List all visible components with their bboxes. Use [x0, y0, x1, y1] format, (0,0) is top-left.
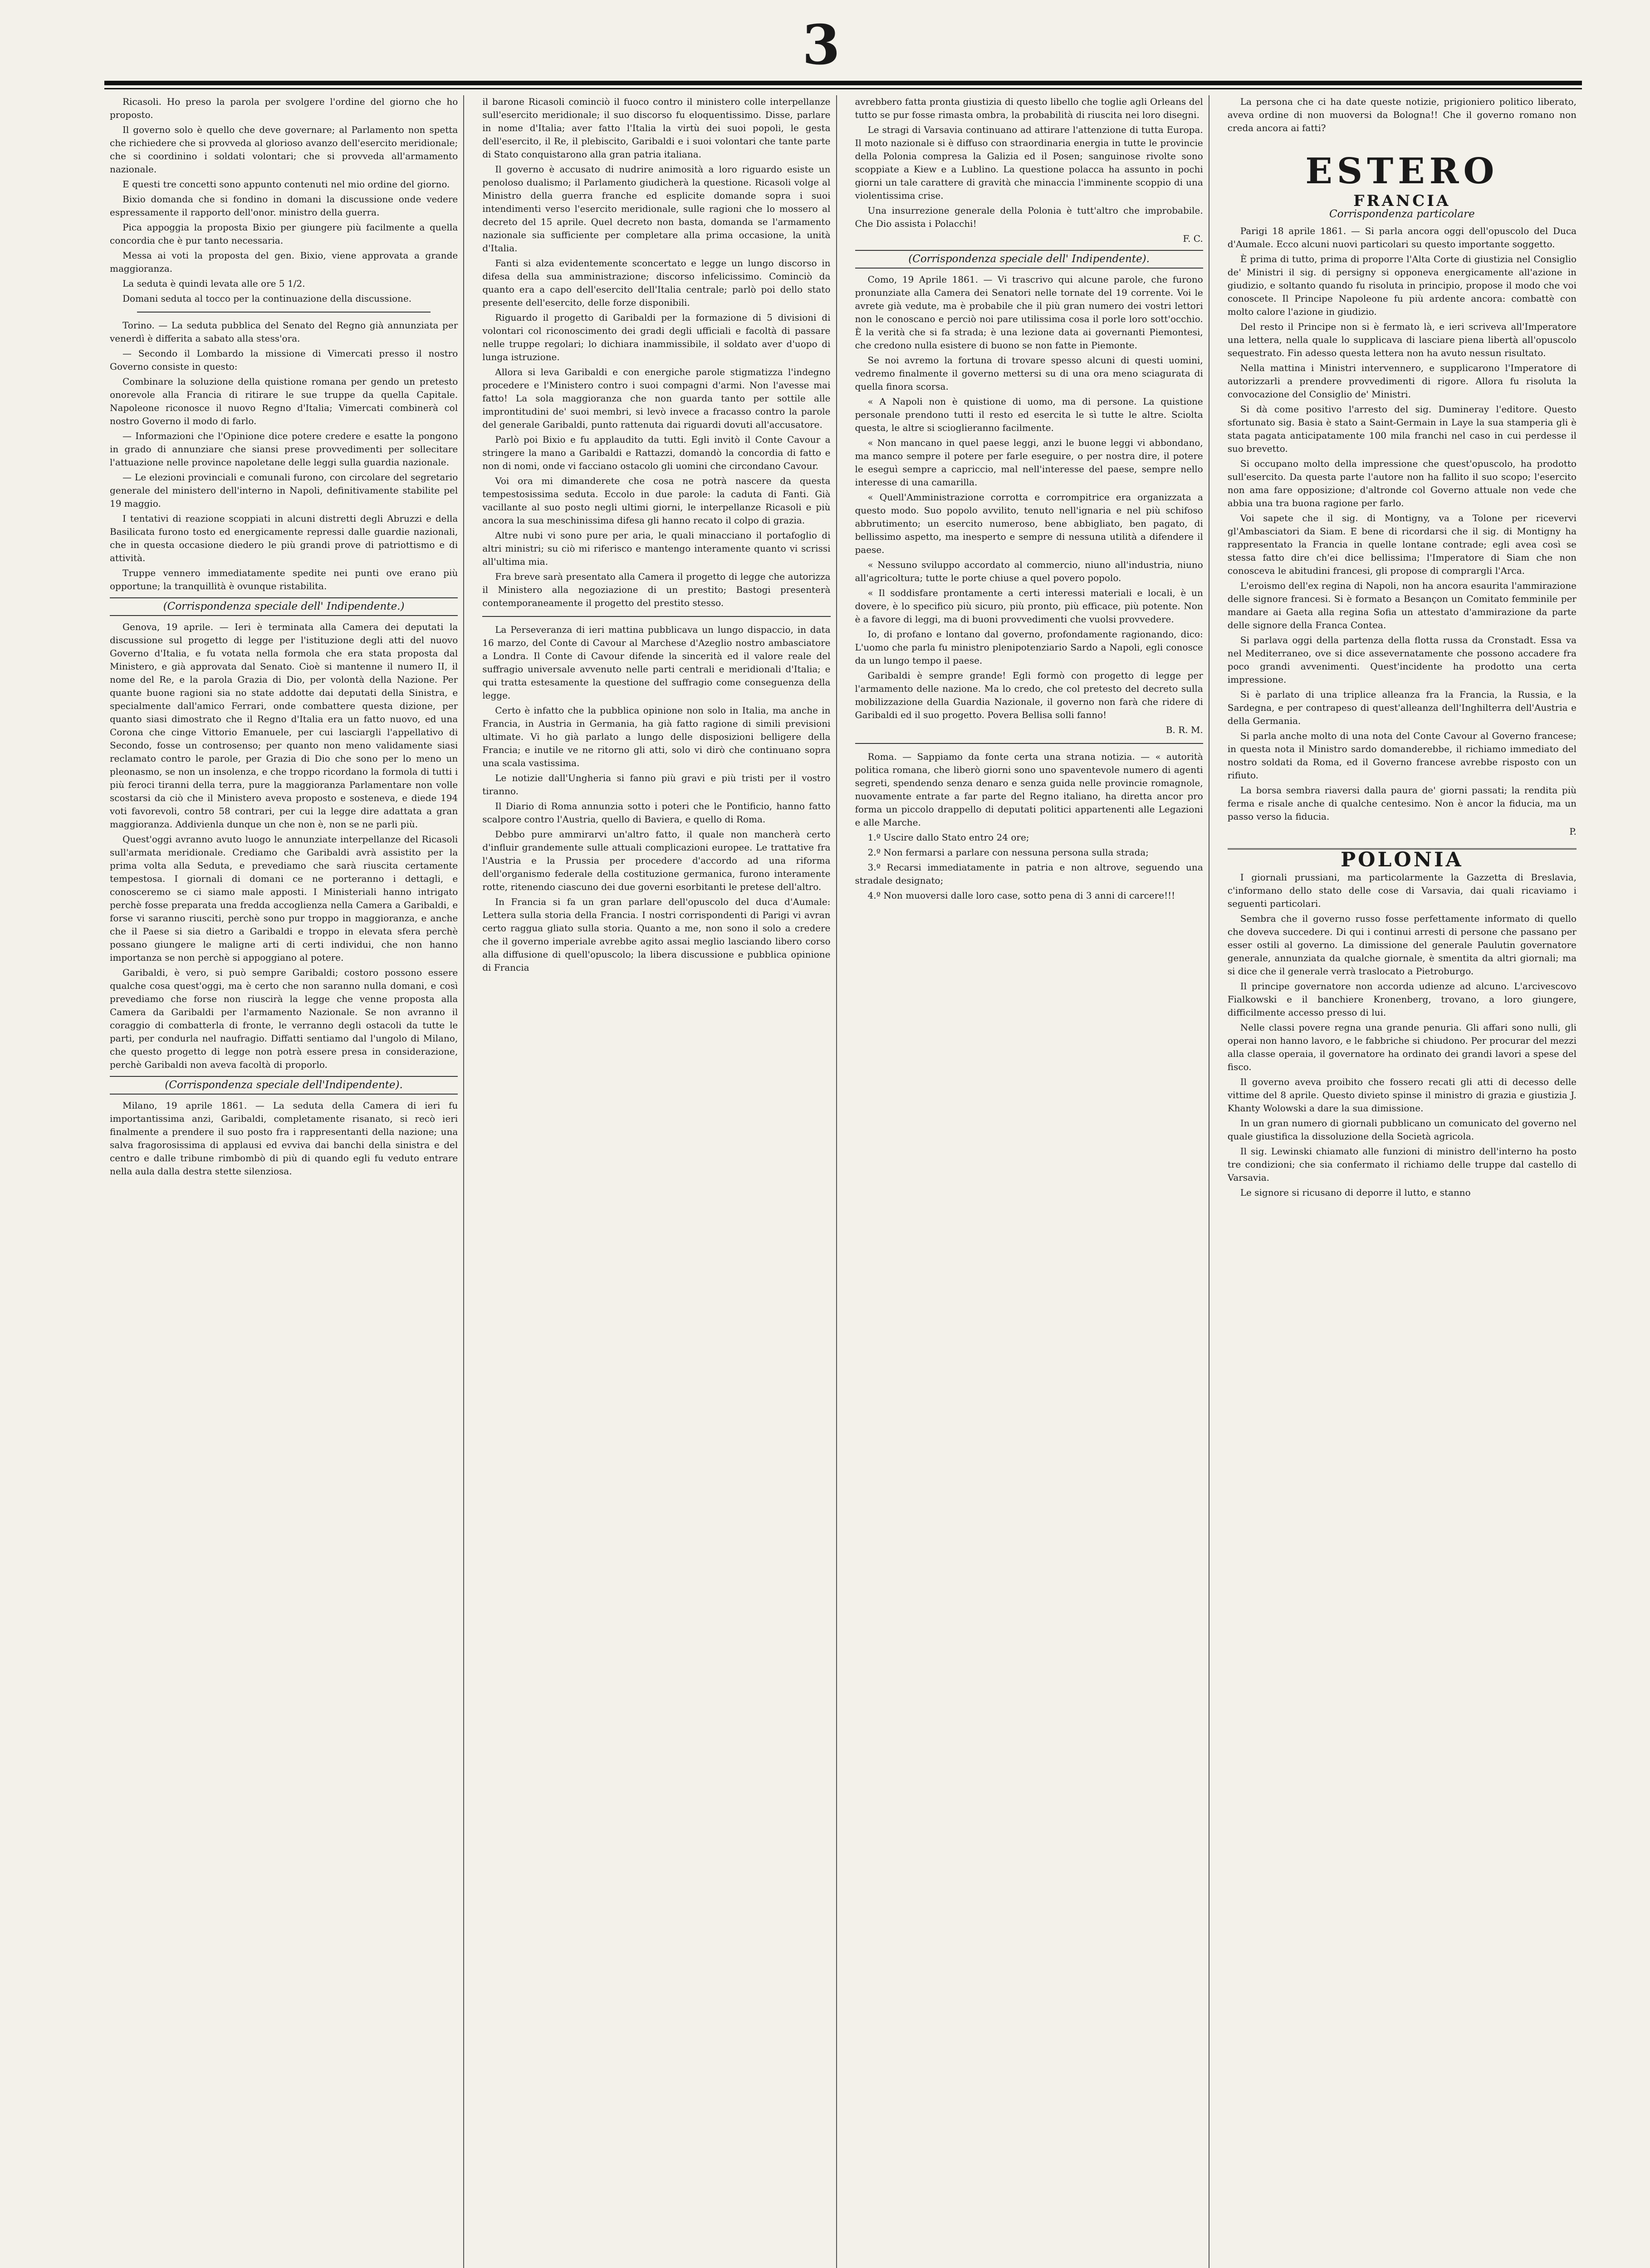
column-2	[477, 95, 837, 2268]
paragraph: In Francia si fa un gran parlare dell'opuscolo del duca d'Aumale: Lettera sulla storia della Francia. I nostri corrispondenti di Parigi vi avran certo raggua gliato sulla storia. Quanto a me, non sono il solo a credere che il governo imperiale avrebbe agito assai meglio lasciando libero corso alla diffusione di quell'opuscolo; la libera discussione e pubblica opinione di Francia	[482, 896, 831, 973]
paragraph: Le signore si ricusano di deporre il lutto, e stanno	[1240, 1187, 1471, 1198]
paragraph: Si parlava oggi della partenza della flotta russa da Cronstadt. Essa va nel Mediterraneo, ove si dice assevernatamente che possono accadere fra poco grandi avvenimenti. Quest'incidente ha prodotto una certa impressione.	[1227, 635, 1577, 685]
list-item: 4.º Non muoversi dalle loro case, sotto pena di 3 anni di carcere!!!	[867, 890, 1175, 901]
paragraph: Pica appoggia la proposta Bixio per giungere più facilmente a quella concordia che è pur tanto necessaria.	[110, 222, 458, 246]
dateline-torino: Torino. — La seduta pubblica del Senato del Regno già annunziata per venerdì è differita a sabato alla stess'ora.	[110, 320, 458, 344]
section-title-francia: FRANCIA	[1353, 192, 1451, 210]
paragraph: Io, di profano e lontano dal governo, profondamente ragionando, dico: L'uomo che parla fu ministro plenipotenziario Sardo a Napoli, egli conosce da un lungo tempo il paese.	[855, 629, 1203, 666]
paragraph: I giornali prussiani, ma particolarmente la Gazzetta di Breslavia, c'informano dello stato delle cose di Varsavia, dai quali ricaviamo i seguenti particolari.	[1227, 872, 1577, 909]
paragraph: Voi sapete che il sig. di Montigny, va a Tolone per ricevervi gl'Ambasciatori da Siam. E bene di ricordarsi che il sig. di Montigny ha rappresentato la Francia in quelle lontane contrade; egli avea così se stessa fatto dire ch'ei dice bellissima; l'Imperatore di Siam che non conosceva le abitudini francesi, gli propose di comprargli l'Arca.	[1227, 513, 1577, 576]
paragraph: L'eroismo dell'ex regina di Napoli, non ha ancora esaurita l'ammirazione delle signore francesi. Si è formato a Besançon un Comitato femminile per mandare ai Gaeta alla regina Sofia un attestato d'ammirazione da parte delle signore della Franca Contea.	[1227, 580, 1577, 631]
section-divider	[855, 743, 1203, 744]
paragraph: Si è parlato di una triplice alleanza fra la Francia, la Russia, e la Sardegna, e per contrapeso di quest'alleanza dell'Inghilterra dell'Austria e della Germania.	[1227, 689, 1577, 726]
column-4	[1222, 95, 1582, 2268]
paragraph: Fra breve sarà presentato alla Camera il progetto di legge che autorizza il Ministero alla negoziazione di un prestito; Bastogi presenterà contemporaneamente il progetto del prestito stesso.	[482, 571, 831, 608]
paragraph: Nelle classi povere regna una grande penuria. Gli affari sono nulli, gli operai non hanno lavoro, e le fabbriche si chiudono. Per procurar del mezzi alla classe operaia, il governatore ha ordinato dei grandi lavori a spese del fisco.	[1227, 1022, 1577, 1072]
paragraph: avrebbero fatta pronta giustizia di questo libello che toglie agli Orleans del tutto se pur fosse rimasta ombra, la probabilità di riuscita nei loro disegni.	[855, 96, 1203, 120]
paragraph: Combinare la soluzione della quistione romana per gendo un pretesto onorevole alla Francia di ritirare le sue truppe da quella Capitale. Napoleone riconosce il nuovo Regno d'Italia; Vimercati combinerà col nostro Governo il modo di farlo.	[110, 376, 458, 426]
paragraph: Si parla anche molto di una nota del Conte Cavour al Governo francese; in questa nota il Ministro sardo domanderebbe, il richiamo immediato del nostro soldati da Roma, ed il Governo francese avrebbe risposto con un rifiuto.	[1227, 730, 1577, 781]
paragraph: Altre nubi vi sono pure per aria, le quali minacciano il portafoglio di altri ministri; su ciò mi riferisco e mantengo interamente quanto vi scrissi all'ultima mia.	[482, 530, 831, 567]
dateline-como: Como, 19 Aprile 1861. — Vi trascrivo qui alcune parole, che furono pronunziate alla Camera dei Senatori nelle tornate del 19 corrente. Voi le avrete già vedute, ma è probabile che il più gran numero dei vostri lettori non le conoscano e perciò noi pare utilissima cosa il porle loro sott'occhio. È la verità che si fa strada; è una lezione data ai governanti Piemontesi, che credono nulla esistere di buono se non fatte in Piemonte.	[855, 274, 1203, 351]
paragraph: Bixio domanda che si fondino in domani la discussione onde vedere espressamente il rapporto dell'onor. ministro della guerra.	[110, 194, 458, 218]
paragraph: « A Napoli non è quistione di uomo, ma di persone. La quistione personale prendono tutti il resto ed esercita le sì tutte le altre. Sciolta questa, le altre si scioglieranno facilmente.	[855, 396, 1203, 433]
paragraph: « Il soddisfare prontamente a certi interessi materiali e locali, è un dovere, è lo specifico più sicuro, più pronto, più efficace, più potente. Non è a favore di leggi, ma di buoni provvedimenti che vuolsi provvedere.	[855, 587, 1203, 625]
section-divider	[137, 312, 431, 313]
paragraph: Del resto il Principe non si è fermato là, e ieri scriveva all'Imperatore una lettera, nella quale lo supplicava di lasciare piena libertà all'opuscolo sequestrato. Fin adesso questa lettera non ha avuto nessun risultato.	[1227, 321, 1577, 358]
paragraph: La Perseveranza di ieri mattina pubblicava un lungo dispaccio, in data 16 marzo, del Conte di Cavour al Marchese d'Azeglio nostro ambasciatore a Londra. Il Conte di Cavour difende la sincerità ed il valore reale del suffragio universale avvenuto nelle parti centrali e meridionali d'Italia; e qui tratta estesamente la questione del suffragio come conseguenza della legge.	[482, 624, 831, 701]
section-title-polonia: POLONIA	[1228, 848, 1577, 866]
paragraph: Una insurrezione generale della Polonia è tutt'altro che improbabile. Che Dio assista i Polacchi!	[855, 205, 1203, 229]
newspaper-columns	[104, 95, 1582, 2268]
correspondence-heading: (Corrispondenza speciale dell' Indipendente).	[855, 250, 1203, 269]
paragraph: I tentativi di reazione scoppiati in alcuni distretti degli Abruzzi e della Basilicata furono tosto ed energicamente repressi dalle guardie nazionali, che in questa occasione diedero le più grandi prove di patriottismo e di attività.	[110, 513, 458, 563]
paragraph: Le notizie dall'Ungheria si fanno più gravi e più tristi per il vostro tiranno.	[482, 772, 831, 797]
paragraph: In un gran numero di giornali pubblicano un comunicato del governo nel quale giustifica la dissoluzione della Società agricola.	[1227, 1118, 1577, 1142]
paragraph: E questi tre concetti sono appunto contenuti nel mio ordine del giorno.	[122, 179, 450, 190]
paragraph: Ricasoli. Ho preso la parola per svolgere l'ordine del giorno che ho proposto.	[110, 96, 458, 120]
paragraph: È prima di tutto, prima di proporre l'Alta Corte di giustizia nel Consiglio de' Ministri il sig. di persigny si opponeva energicamente all'azione in giudizio, e soltanto quando fu risoluta in principio, propose il modo che voi conoscete. Il Principe Napoleone fu più ardente ancora: combattè con molto calore l'azione in giudizio.	[1227, 254, 1577, 317]
paragraph: Si occupano molto della impressione che quest'opuscolo, ha prodotto sull'esercito. Da questa parte l'autore non ha fallito il suo scopo; l'esercito non ama fare opposizione; d'altronde col Governo attuale non vede che abbia una tra buona ragione per farlo.	[1227, 458, 1577, 508]
paragraph: Quest'oggi avranno avuto luogo le annunziate interpellanze del Ricasoli sull'armata meridionale. Crediamo che Garibaldi avrà assistito per la prima volta alla Seduta, e prevediamo che sarà riuscita certamente tempestosa. I giornali di domani ce ne porteranno i dettagli, e conosceremo se ci siamo male apposti. I Ministeriali hanno intrigato perchè fosse preparata una fredda accoglienza nella Camera a Garibaldi, e forse vi saranno riusciti, perchè sono pur troppo in maggioranza, e anche che il Paese si sia dietro a Garibaldi e troppo in elevata sfera perchè possano giungere le maligne arti di certi individui, che non hanno importanza se non perchè si appoggiano al potere.	[110, 834, 458, 963]
correspondence-heading: (Corrispondenza speciale dell' Indipendente.)	[110, 597, 458, 616]
paragraph: Voi ora mi dimanderete che cosa ne potrà nascere da questa tempestosissima seduta. Eccolo in due parole: la caduta di Fanti. Già vacillante al suo posto negli ultimi giorni, le interpellanze Ricasoli e più ancora la sua meschinissima difesa gli hanno recato il colpo di grazia.	[482, 475, 831, 526]
paragraph: Certo è infatto che la pubblica opinione non solo in Italia, ma anche in Francia, in Austria in Germania, ha già fatto ragione di simili previsioni ultimate. Vi ho già parlato a lungo delle disposizioni belligere della Francia; e inutile ve ne ritorno gli atti, solo vi dirò che continuano sopra una scala vastissima.	[482, 705, 831, 768]
paragraph: — Secondo il Lombardo la missione di Vimercati presso il nostro Governo consiste in questo:	[110, 348, 458, 372]
list-item: 1.º Uscire dallo Stato entro 24 ore;	[867, 832, 1029, 843]
correspondence-heading: Corrispondenza particolare	[1329, 208, 1475, 220]
list-item: 2.º Non fermarsi a parlare con nessuna persona sulla strada;	[867, 847, 1149, 858]
paragraph: Il governo solo è quello che deve governare; al Parlamento non spetta che richiedere che si provveda al glorioso avanzo dell'esercito meridionale; che si coordinino i soldati volontari; che si provveda all'armamento nazionale.	[110, 124, 458, 175]
paragraph: Il governo aveva proibito che fossero recati gli atti di decesso delle vittime del 8 aprile. Questo divieto spinse il ministro di grazia e giustizia J. Khanty Wolowski a dare la sua dimissione.	[1227, 1076, 1577, 1114]
paragraph: Messa ai voti la proposta del gen. Bixio, viene approvata a grande maggioranza.	[110, 250, 458, 274]
signature: F. C.	[1183, 233, 1203, 244]
paragraph: « Non mancano in quel paese leggi, anzi le buone leggi vi abbondano, ma manco sempre il potere per farle eseguire, o per nostra dire, il potere le eseguì sempre a capriccio, mal nell'interesse del paese, sempre nello interesse di una camarilla.	[855, 437, 1203, 488]
dateline-roma: Roma. — Sappiamo da fonte certa una strana notizia. — « autorità politica romana, che liberò giorni sono uno spaventevole numero di agenti segreti, spendendo senza denaro e senza guida nelle provincie romagnole, nuovamente entrate a far parte del Regno italiano, ha diretta ancor pro forma un piccolo drappello di deputati politici appartenenti alle Legazioni e alle Marche.	[855, 751, 1203, 828]
paragraph: — Informazioni che l'Opinione dice potere credere e esatte la pongono in grado di annunziare che siansi prese provvedimenti per sollecitare l'attuazione nelle province napoletane delle leggi sulla guardia nazionale.	[110, 430, 458, 468]
column-3	[850, 95, 1209, 2268]
paragraph: Garibaldi, è vero, si può sempre Garibaldi; costoro possono essere qualche cosa quest'oggi, ma è certo che non saranno nulla domani, e così prevediamo che forse non riuscirà la legge che venne proposta alla Camera da Garibaldi per l'armamento Nazionale. Se non avranno il coraggio di combatterla di fronte, le verranno degli ostacoli da tutte le parti, per condurla nel naufragio. Diffatti sentiamo dal l'ungolo di Milano, che questo progetto di legge non potrà essere presa in considerazione, perchè Garibaldi non aveva facoltà di proporlo.	[110, 967, 458, 1070]
paragraph: Garibaldi è sempre grande! Egli formò con progetto di legge per l'armamento delle nazione. Ma lo credo, che col pretesto del decreto sulla mobilizzazione della Guardia Nazionale, il governo non farà che ridere di Garibaldi ed il suo progetto. Povera Bellisa solli fanno!	[855, 670, 1203, 720]
paragraph: Allora si leva Garibaldi e con energiche parole stigmatizza l'indegno procedere e l'Ministero contro i suoi compagni d'armi. Non l'avesse mai fatto! La sola maggioranza che non guarda tanto per sottile alle improntitudini de' suoi membri, si levò invece a fracasso contro la parole del generale Garibaldi, punto rattenuta dai riguardi dovuti all'accusatore.	[482, 367, 831, 430]
correspondence-heading: (Corrispondenza speciale dell'Indipendente).	[110, 1076, 458, 1095]
header-rule	[104, 81, 1582, 89]
paragraph: Se noi avremo la fortuna di trovare spesso alcuni di questi uomini, vedremo finalmente il governo mettersi su di una ora meno sciagurata di quella finora scorsa.	[855, 355, 1203, 392]
paragraph: Truppe vennero immediatamente spedite nei punti ove erano più opportune; la tranquillità è ovunque ristabilita.	[110, 567, 458, 591]
paragraph: Domani seduta al tocco per la continuazione della discussione.	[122, 293, 412, 304]
paragraph: La seduta è quindi levata alle ore 5 1/2.	[122, 278, 305, 289]
paragraph: Nella mattina i Ministri intervennero, e supplicarono l'Imperatore di autorizzarli a prendere provvedimenti di rigore. Allora fu risoluta la convocazione del Consiglio de' Ministri.	[1227, 362, 1577, 400]
paragraph: La borsa sembra riaversi dalla paura de' giorni passati; la rendita più ferma e risale anche di qualche centesimo. Non è ancor la fiducia, ma un passo verso la fiducia.	[1227, 785, 1577, 822]
paragraph: Il principe governatore non accorda udienze ad alcuno. L'arcivescovo Fialkowski e il banchiere Kronenberg, trovano, a loro giungere, difficilmente accesso presso di lui.	[1227, 981, 1577, 1018]
paragraph: « Nessuno sviluppo accordato al commercio, niuno all'industria, niuno all'agricoltura; tutte le porte chiuse a quel povero popolo.	[855, 559, 1203, 583]
section-divider	[482, 616, 830, 617]
paragraph: « Quell'Amministrazione corrotta e corrompitrice era organizzata a questo modo. Suo popolo avvilito, tenuto nell'ignaria e nel più schifoso abbrutimento; un esercito numeroso, bene abbigliato, ben pagato, di bellissimo aspetto, ma inesperto e sempre di nessuna utilità a difendere il paese.	[855, 492, 1203, 555]
paragraph: il barone Ricasoli cominciò il fuoco contro il ministero colle interpellanze sull'esercito meridionale; il suo discorso fu eloquentissimo. Disse, parlare in nome d'Italia; aver fatto l'Italia la virtù dei suoi popoli, le gesta dell'esercito, il Re, il plebiscito, Garibaldi e i suoi volontari che tante parte di Stato conquistarono alla gran patria italiana.	[482, 96, 831, 160]
paragraph: Il governo è accusato di nudrire animosità a loro riguardo esiste un penoloso dualismo; il Parlamento giudicherà la questione. Ricasoli volge al Ministro della guerra franche ed esplicite domande sopra i suoi intendimenti verso l'esercito meridionale, sulle ragioni che lo mossero al decreto del 15 aprile. Quel decreto non basta, domanda se l'armamento nazionale sia sufficiente per completare alla prima occasione, la unità d'Italia.	[482, 164, 831, 254]
dateline-genova: Genova, 19 aprile. — Ieri è terminata alla Camera dei deputati la discussione sul progetto di legge per l'istituzione degli atti del nuovo Governo d'Italia, e fu votata nella formola che era stata proposta dal Ministero, e già approvata dal Senato. Cioè si mantenne il numero II, il nome del Re, e la parola Grazia di Dio, per volontà della Nazione. Per quante buone ragioni sia no state addotte dai deputati della Sinistra, e specialmente dall'amico Ferrari, onde combattere questa dizione, per quanto siasi dimostrato che il Regno d'Italia era un fatto nuovo, ed una Corona che cinge Vittorio Emanuele, per cui lasciargli l'appellativo di Secondo, fosse un controsenso; per quanto non meno validamente siasi reclamato contro le parole, per Grazia di Dio che sono per lo meno un pleonasmo, se non un insolenza, e che troppo ricordano la formola di tutti i più feroci tiranni della terra, pure la maggioranza Parlamentare non volle scostarsi da ciò che il Ministero aveva proposto e sosteneva, e diede 194 voti favorevoli, contro 58 contrari, per cui la legge dire adattata a gran maggioranza. Addivienla dunque un che non è, non se ne parli più.	[110, 621, 458, 830]
section-title-estero: ESTERO	[1305, 151, 1499, 192]
paragraph: Si dà come positivo l'arresto del sig. Dumineray l'editore. Questo sfortunato sig. Basia è stato a Saint-Germain in Laye la sua stamperia gli è stata pagata anticipatamente 100 mila franchi nel caso in cui perdesse il suo brevetto.	[1227, 404, 1577, 454]
list-item: 3.º Recarsi immediatamente in patria e non altrove, seguendo una stradale designato;	[855, 862, 1203, 886]
page-number: 3	[802, 13, 840, 77]
paragraph: Sembra che il governo russo fosse perfettamente informato di quello che doveva succedere. Di qui i continui arresti di persone che passano per esser ostili al governo. La dimissione del generale Paulutin governatore generale, annunziata da qualche giornale, è smentita da altri giornali; ma si dice che il generale verrà traslocato a Pietroburgo.	[1227, 913, 1577, 977]
paragraph: Le stragi di Varsavia continuano ad attirare l'attenzione di tutta Europa. Il moto nazionale si è diffuso con straordinaria energia in tutte le provincie della Polonia compresa la Galizia ed il Posen; sanguinose rivolte sono scoppiate a Kiew e a Lublino. La questione polacca ha assunto in pochi giorni un tale carattere di gravità che minaccia l'imminente scoppio di una violentissima crise.	[855, 124, 1203, 201]
dateline-milano: Milano, 19 aprile 1861. — La seduta della Camera di ieri fu importantissima anzi, Garibaldi, completamente risanato, si recò ieri finalmente a prendere il suo posto fra i rappresentanti della nazione; una salva fragorosissima di applausi ed evviva dai banchi della sinistra e del centro e dalle tribune rimbombò di più di quando egli fu veduto entrare nella aula dalla destra stette silenziosa.	[110, 1100, 458, 1177]
paragraph: Parlò poi Bixio e fu applaudito da tutti. Egli invitò il Conte Cavour a stringere la mano a Garibaldi e Rattazzi, domandò la concordia di fatto e non di nomi, onde vi facciano ostacolo gli uomini che circondano Cavour.	[482, 434, 831, 471]
paragraph: Il Diario di Roma annunzia sotto i poteri che le Pontificio, hanno fatto scalpore contro l'Austria, quello di Baviera, e quello di Roma.	[482, 801, 831, 825]
paragraph: Debbo pure ammirarvi un'altro fatto, il quale non mancherà certo d'influir grandemente sulle attuali complicazioni europee. Le trattative fra l'Austria e la Prussia per procedere d'accordo ad una riforma dell'organismo federale della costituzione germanica, furono interamente rotte, ritenendo ciascuno dei due governi esorbitanti le pretese dell'altro.	[482, 829, 831, 892]
paragraph: — Le elezioni provinciali e comunali furono, con circolare del segretario generale del ministero dell'interno in Napoli, definitivamente stabilite pel 19 maggio.	[110, 472, 458, 509]
signature: P.	[1569, 826, 1577, 837]
paragraph: Fanti si alza evidentemente sconcertato e legge un lungo discorso in difesa della sua amministrazione; discorso infelicissimo. Cominciò da quanto era a capo dell'esercito dell'Italia centrale; parlò poi dello stato presente dell'esercito, delle forze disponibili.	[482, 258, 831, 308]
paragraph: Riguardo il progetto di Garibaldi per la formazione di 5 divisioni di volontari col riconoscimento dei gradi degli ufficiali e facoltà di passare nelle truppe regolari; lo dichiara inammissibile, il soldato aver d'uopo di lunga istruzione.	[482, 312, 831, 362]
paragraph: La persona che ci ha date queste notizie, prigioniero politico liberato, aveva ordine di non muoversi da Bologna!! Che il governo romano non creda ancora ai fatti?	[1227, 96, 1577, 133]
signature: B. R. M.	[1165, 724, 1203, 735]
dateline-parigi: Parigi 18 aprile 1861. — Si parla ancora oggi dell'opuscolo del Duca d'Aumale. Ecco alcuni nuovi particolari su questo importante soggetto.	[1227, 225, 1577, 249]
column-1	[104, 95, 464, 2268]
paragraph: Il sig. Lewinski chiamato alle funzioni di ministro dell'interno ha posto tre condizioni; che sia confermato il richiamo delle truppe dal castello di Varsavia.	[1227, 1146, 1577, 1183]
